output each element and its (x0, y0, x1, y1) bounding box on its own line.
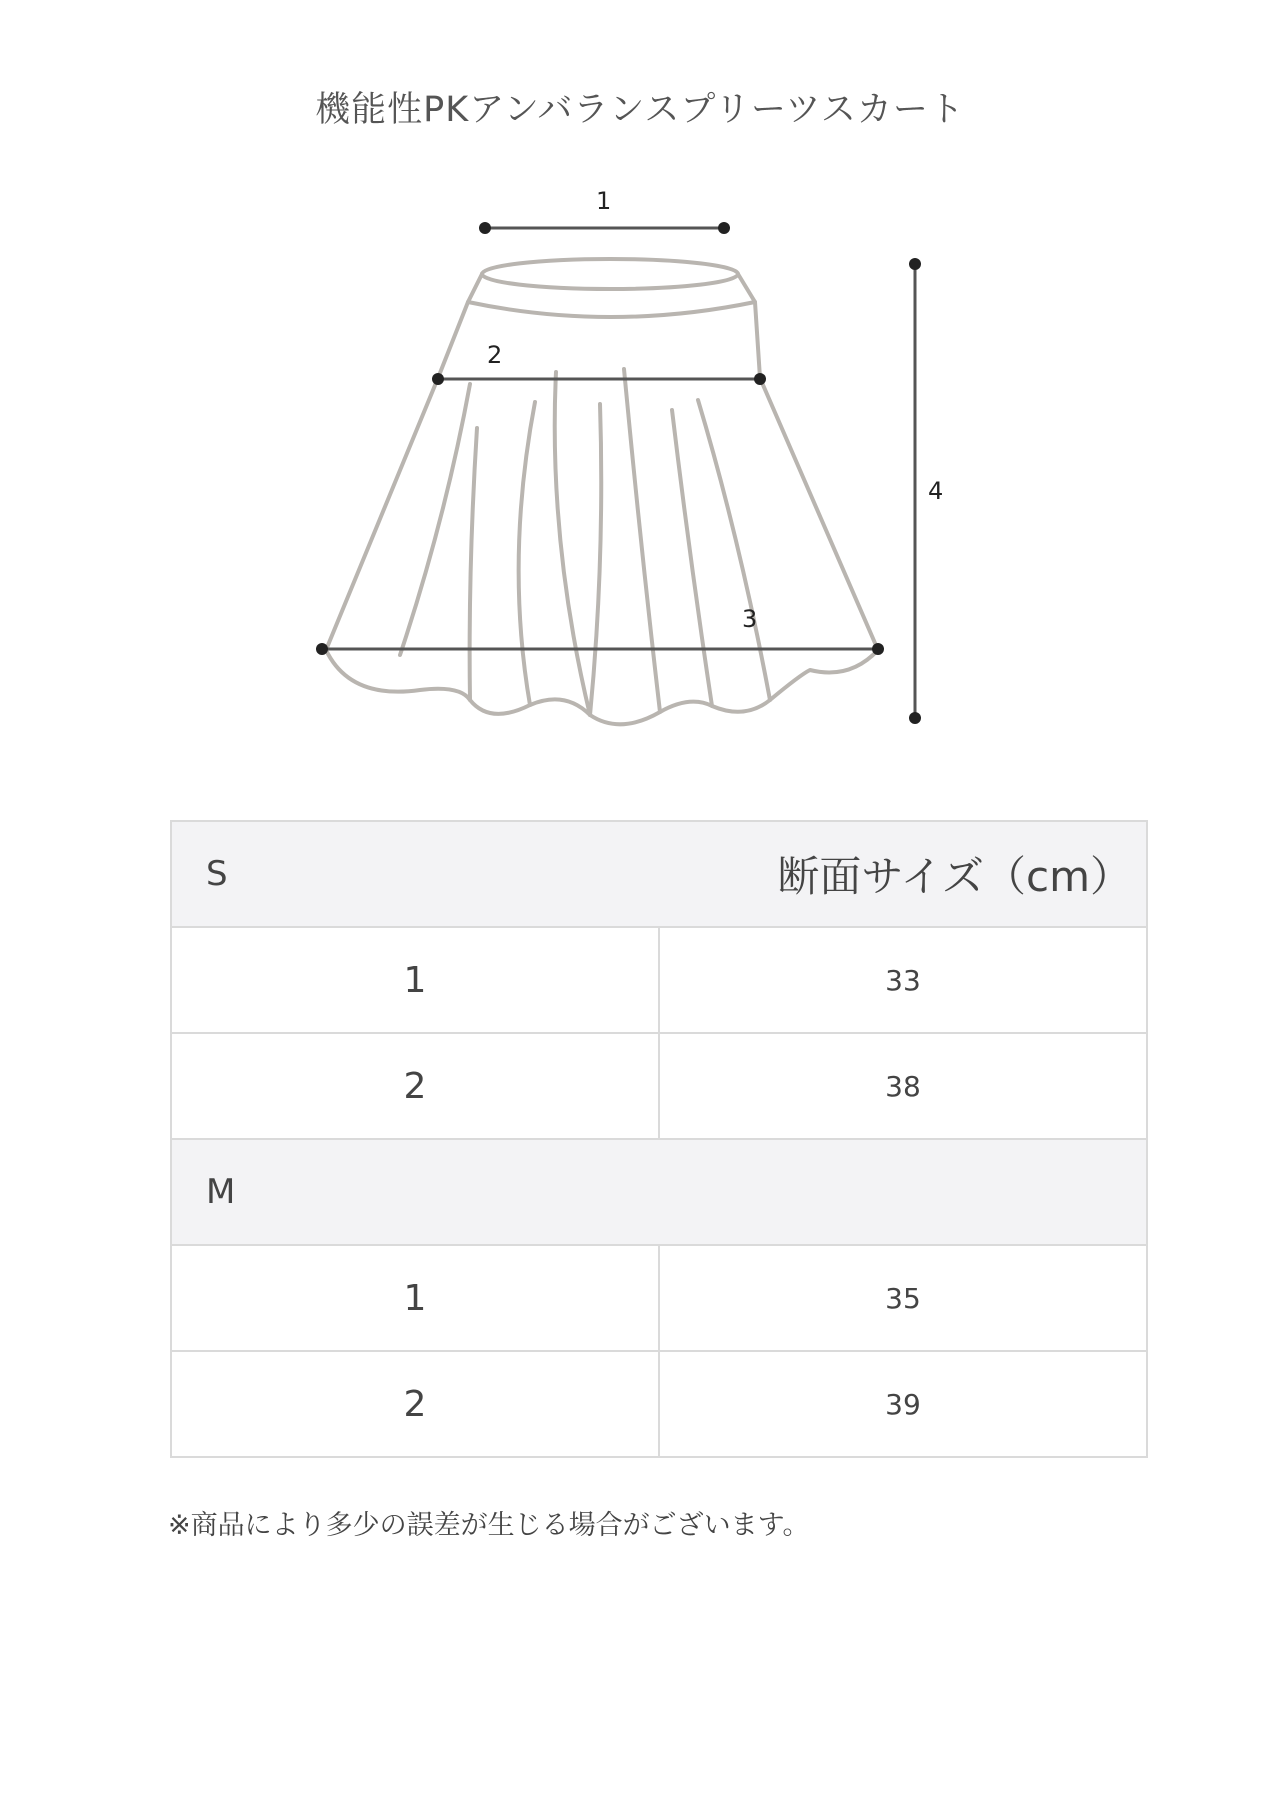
measurement-value: 33 (659, 927, 1147, 1033)
measurement-point: 2 (171, 1033, 659, 1139)
size-group-row-m (171, 1139, 1147, 1245)
measurement-label-1: 1 (596, 187, 612, 215)
table-row (171, 1245, 1147, 1351)
measurement-point: 1 (171, 927, 659, 1033)
measurement-value: 39 (659, 1351, 1147, 1457)
size-label-s: S (171, 821, 659, 927)
disclaimer-note: ※商品により多少の誤差が生じる場合がございます。 (168, 1510, 810, 1541)
measurement-lines (316, 222, 921, 724)
table-row (171, 927, 1147, 1033)
measurement-value: 35 (659, 1245, 1147, 1351)
table-row (171, 1351, 1147, 1457)
measurement-value: 38 (659, 1033, 1147, 1139)
size-label-m: M (171, 1139, 659, 1245)
skirt-sketch (326, 259, 878, 724)
measurement-point: 2 (171, 1351, 659, 1457)
measurement-label-3: 3 (742, 605, 758, 633)
measurement-label-4: 4 (928, 477, 944, 505)
size-table (170, 820, 1148, 1458)
skirt-measurement-diagram (0, 0, 1280, 760)
table-header: 断面サイズ（cm） (659, 821, 1147, 927)
measurement-point: 1 (171, 1245, 659, 1351)
size-group-row-s (171, 821, 1147, 927)
page-title: 機能性PKアンバランスプリーツスカート (315, 90, 965, 130)
measurement-label-2: 2 (487, 341, 503, 369)
table-row (171, 1033, 1147, 1139)
empty-header-cell (659, 1139, 1147, 1245)
